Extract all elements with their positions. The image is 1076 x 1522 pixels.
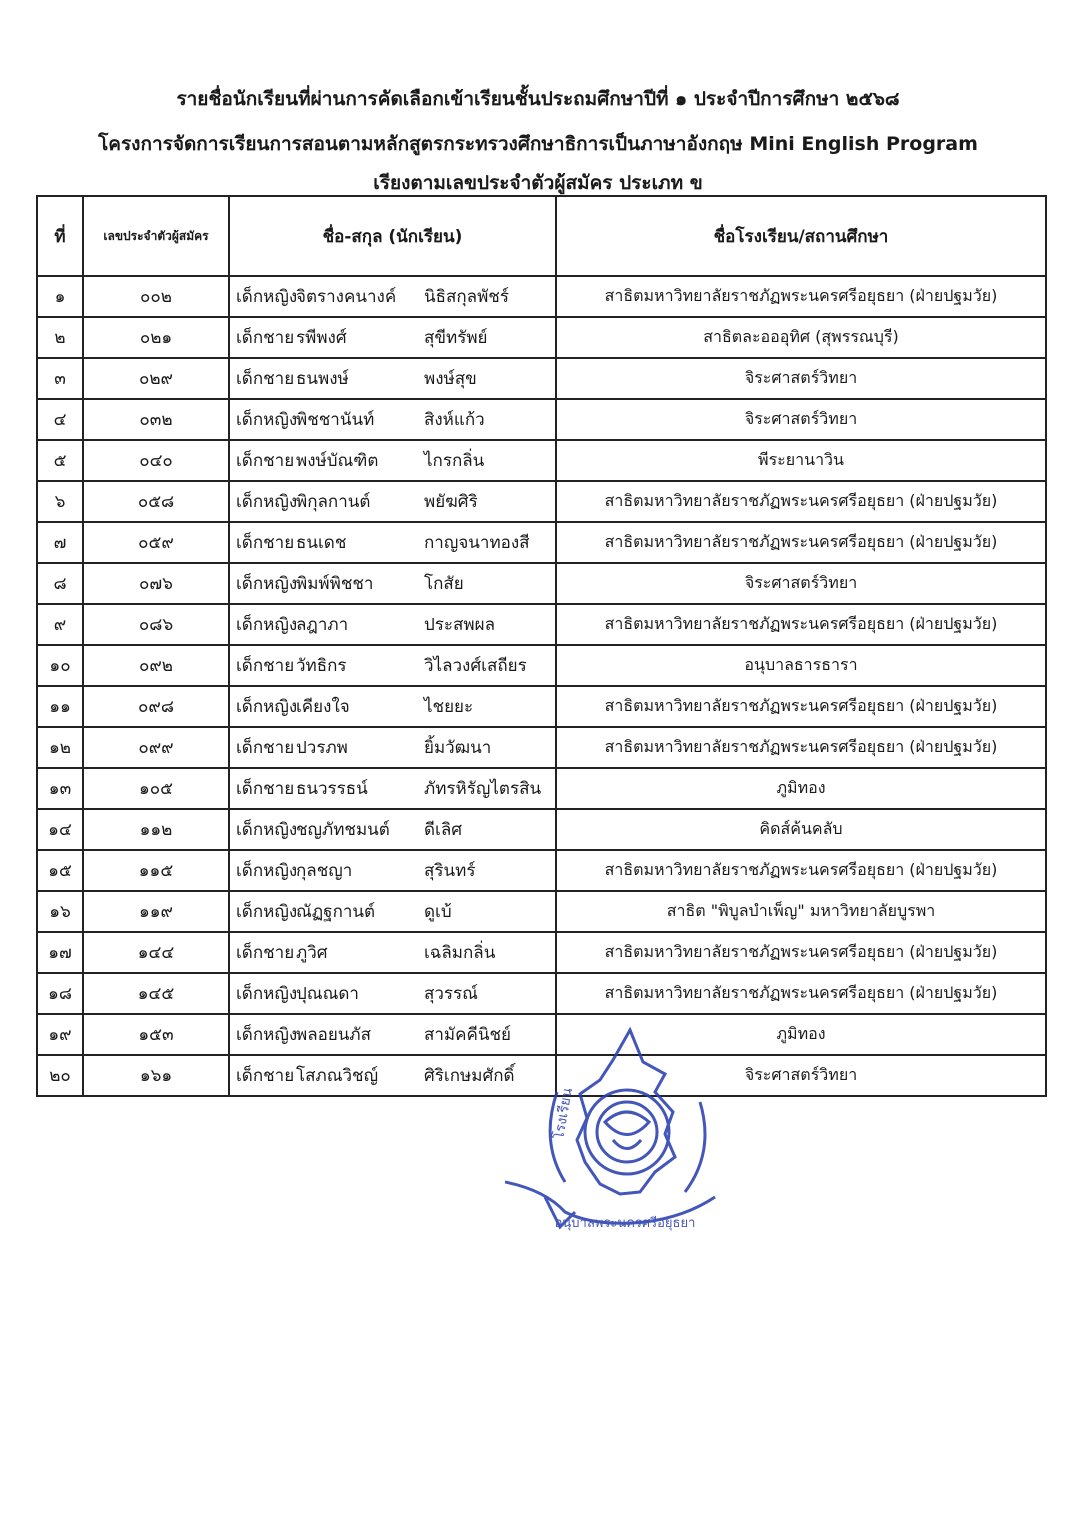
- student-name: [229, 645, 556, 686]
- table-body: [37, 276, 1046, 1096]
- row-number: ๑๑: [37, 686, 83, 727]
- row-number: ๓: [37, 358, 83, 399]
- svg-text:อนุบาลพระนครศรีอยุธยา: อนุบาลพระนครศรีอยุธยา: [554, 1216, 696, 1231]
- table-row: [37, 809, 1046, 850]
- name-prefix: เด็กชาย: [236, 738, 295, 758]
- student-name: [229, 563, 556, 604]
- first-name: ปุณณดา: [296, 984, 359, 1004]
- row-number: ๖: [37, 481, 83, 522]
- row-number: ๙: [37, 604, 83, 645]
- table-row: [37, 932, 1046, 973]
- school-name: อนุบาลธารธารา: [556, 645, 1046, 686]
- student-name: [229, 358, 556, 399]
- applicant-id: ๑๐๕: [83, 768, 229, 809]
- row-number: ๘: [37, 563, 83, 604]
- applicant-id: ๑๔๕: [83, 973, 229, 1014]
- name-prefix: เด็กหญิง: [236, 984, 298, 1004]
- last-name: ไชยยะ: [424, 697, 474, 717]
- first-name: ลฎาภา: [296, 615, 349, 635]
- first-name: พิมพ์พิชชา: [296, 574, 374, 594]
- student-name: [229, 317, 556, 358]
- school-name: สาธิตมหาวิทยาลัยราชภัฏพระนครศรีอยุธยา (ฝ่ายปฐมวัย): [556, 850, 1046, 891]
- applicant-id: ๑๑๕: [83, 850, 229, 891]
- svg-text:โรงเรียน: โรงเรียน: [551, 1086, 576, 1141]
- applicant-id: ๐๔๐: [83, 440, 229, 481]
- student-name: [229, 522, 556, 563]
- table-row: [37, 768, 1046, 809]
- student-name: [229, 850, 556, 891]
- last-name: เฉลิมกลิ่น: [424, 943, 496, 963]
- row-number: ๑๔: [37, 809, 83, 850]
- student-name: [229, 399, 556, 440]
- name-prefix: เด็กหญิง: [236, 492, 298, 512]
- school-name: สาธิตมหาวิทยาลัยราชภัฏพระนครศรีอยุธยา (ฝ่ายปฐมวัย): [556, 727, 1046, 768]
- school-name: พีระยานาวิน: [556, 440, 1046, 481]
- name-prefix: เด็กหญิง: [236, 861, 298, 881]
- school-name: สาธิตมหาวิทยาลัยราชภัฏพระนครศรีอยุธยา (ฝ่ายปฐมวัย): [556, 932, 1046, 973]
- table-row: [37, 522, 1046, 563]
- first-name: ณัฏฐกานต์: [296, 902, 376, 922]
- school-name: จิระศาสตร์วิทยา: [556, 399, 1046, 440]
- applicant-id: ๐๐๒: [83, 276, 229, 317]
- first-name: ธนวรรธน์: [296, 779, 368, 799]
- document-title: รายชื่อนักเรียนที่ผ่านการคัดเลือกเข้าเรียนชั้นประถมศึกษาปีที่ ๑ ประจำปีการศึกษา ๒๕๖๘: [176, 88, 900, 110]
- first-name: ปวรภพ: [296, 738, 348, 758]
- applicant-id: ๑๑๒: [83, 809, 229, 850]
- school-name: สาธิตมหาวิทยาลัยราชภัฏพระนครศรีอยุธยา (ฝ่ายปฐมวัย): [556, 276, 1046, 317]
- applicant-id: ๐๘๖: [83, 604, 229, 645]
- name-prefix: เด็กชาย: [236, 1066, 295, 1086]
- row-number: ๑: [37, 276, 83, 317]
- last-name: สุรินทร์: [424, 861, 476, 881]
- name-prefix: เด็กชาย: [236, 328, 295, 348]
- first-name: พงษ์บัณฑิต: [296, 451, 379, 471]
- school-name: สาธิตมหาวิทยาลัยราชภัฏพระนครศรีอยุธยา (ฝ่ายปฐมวัย): [556, 686, 1046, 727]
- name-prefix: เด็กชาย: [236, 369, 295, 389]
- school-name: สาธิตมหาวิทยาลัยราชภัฏพระนครศรีอยุธยา (ฝ่ายปฐมวัย): [556, 604, 1046, 645]
- applicant-id: ๑๕๓: [83, 1014, 229, 1055]
- school-seal-icon: [505, 1022, 745, 1237]
- last-name: ภัทรหิรัญไตรสิน: [424, 779, 542, 799]
- table-row: [37, 727, 1046, 768]
- row-number: ๑๐: [37, 645, 83, 686]
- name-prefix: เด็กชาย: [236, 451, 295, 471]
- row-number: ๑๗: [37, 932, 83, 973]
- applicant-id: ๐๕๙: [83, 522, 229, 563]
- table-row: [37, 850, 1046, 891]
- applicant-id: ๐๙๙: [83, 727, 229, 768]
- table-row: [37, 276, 1046, 317]
- last-name: นิธิสกุลพัชร์: [424, 287, 509, 307]
- table-row: [37, 645, 1046, 686]
- table-header-row: [37, 196, 1046, 276]
- student-name: [229, 768, 556, 809]
- student-name: [229, 809, 556, 850]
- row-number: ๑๓: [37, 768, 83, 809]
- first-name: รพีพงศ์: [296, 328, 347, 348]
- school-name: ภูมิทอง: [556, 768, 1046, 809]
- applicant-id: ๑๔๔: [83, 932, 229, 973]
- name-prefix: เด็กชาย: [236, 533, 295, 553]
- row-number: ๑๘: [37, 973, 83, 1014]
- school-name: สาธิต "พิบูลบำเพ็ญ" มหาวิทยาลัยบูรพา: [556, 891, 1046, 932]
- table-row: [37, 358, 1046, 399]
- applicant-id: ๐๒๑: [83, 317, 229, 358]
- first-name: ชญภัทชมนต์: [296, 820, 390, 840]
- school-name: จิระศาสตร์วิทยา: [556, 358, 1046, 399]
- student-name: [229, 686, 556, 727]
- last-name: สุวรรณ์: [424, 984, 478, 1004]
- school-name: สาธิตละอออุทิศ (สุพรรณบุรี): [556, 317, 1046, 358]
- row-number: ๒: [37, 317, 83, 358]
- first-name: จิตรางคนางค์: [296, 287, 397, 307]
- school-name: สาธิตมหาวิทยาลัยราชภัฏพระนครศรีอยุธยา (ฝ่ายปฐมวัย): [556, 973, 1046, 1014]
- row-number: ๒๐: [37, 1055, 83, 1096]
- last-name: ดีเลิศ: [424, 820, 463, 840]
- name-prefix: เด็กหญิง: [236, 574, 298, 594]
- student-name: [229, 727, 556, 768]
- applicant-id: ๐๕๘: [83, 481, 229, 522]
- last-name: วิไลวงศ์เสถียร: [424, 656, 527, 676]
- sort-note: เรียงตามเลขประจำตัวผู้สมัคร ประเภท ข: [373, 172, 703, 194]
- school-name: สาธิตมหาวิทยาลัยราชภัฏพระนครศรีอยุธยา (ฝ่ายปฐมวัย): [556, 481, 1046, 522]
- school-name: ภูมิทอง: [556, 1014, 1046, 1055]
- applicant-id: ๐๓๒: [83, 399, 229, 440]
- last-name: พยัฆศิริ: [424, 492, 478, 512]
- last-name: ไกรกลิ่น: [424, 451, 485, 471]
- applicant-id: ๐๙๒: [83, 645, 229, 686]
- student-name: [229, 440, 556, 481]
- applicant-id: ๐๗๖: [83, 563, 229, 604]
- first-name: พลอยนภัส: [296, 1025, 371, 1045]
- first-name: เคียงใจ: [296, 697, 350, 717]
- row-number: ๑๕: [37, 850, 83, 891]
- last-name: กาญจนาทองสี: [424, 533, 530, 553]
- table-row: [37, 563, 1046, 604]
- column-header-applicant-id: เลขประจำตัวผู้สมัคร: [83, 196, 229, 276]
- name-prefix: เด็กหญิง: [236, 287, 298, 307]
- table-row: [37, 891, 1046, 932]
- row-number: ๔: [37, 399, 83, 440]
- school-name: คิดส์ค้นคลับ: [556, 809, 1046, 850]
- column-header-school: ชื่อโรงเรียน/สถานศึกษา: [556, 196, 1046, 276]
- row-number: ๑๙: [37, 1014, 83, 1055]
- last-name: พงษ์สุข: [424, 369, 477, 389]
- school-name: จิระศาสตร์วิทยา: [556, 1055, 1046, 1096]
- first-name: ธนเดช: [296, 533, 347, 553]
- table-row: [37, 686, 1046, 727]
- first-name: วัทธิกร: [296, 656, 347, 676]
- first-name: กุลชญา: [296, 861, 353, 881]
- last-name: สิงห์แก้ว: [424, 410, 485, 430]
- name-prefix: เด็กหญิง: [236, 1025, 298, 1045]
- last-name: สามัคคีนิชย์: [424, 1025, 511, 1045]
- row-number: ๗: [37, 522, 83, 563]
- table-row: [37, 399, 1046, 440]
- applicant-id: ๐๒๙: [83, 358, 229, 399]
- first-name: พิชชานันท์: [296, 410, 375, 430]
- name-prefix: เด็กหญิง: [236, 410, 298, 430]
- row-number: ๑๖: [37, 891, 83, 932]
- student-name: [229, 481, 556, 522]
- student-name: [229, 973, 556, 1014]
- last-name: โกสัย: [424, 574, 464, 594]
- program-subtitle: โครงการจัดการเรียนการสอนตามหลักสูตรกระทรวงศึกษาธิการเป็นภาษาอังกฤษ Mini English Program: [98, 133, 978, 155]
- student-name: [229, 891, 556, 932]
- applicant-id: ๐๙๘: [83, 686, 229, 727]
- name-prefix: เด็กชาย: [236, 943, 295, 963]
- student-name: [229, 276, 556, 317]
- student-name: [229, 604, 556, 645]
- first-name: พิกุลกานต์: [296, 492, 371, 512]
- last-name: ดูเบ้: [424, 902, 452, 922]
- last-name: ประสพผล: [424, 615, 496, 635]
- name-prefix: เด็กหญิง: [236, 820, 298, 840]
- student-table: [36, 195, 1047, 1097]
- name-prefix: เด็กชาย: [236, 656, 295, 676]
- first-name: โสภณวิชญ์: [296, 1066, 379, 1086]
- school-name: สาธิตมหาวิทยาลัยราชภัฏพระนครศรีอยุธยา (ฝ่ายปฐมวัย): [556, 522, 1046, 563]
- school-name: จิระศาสตร์วิทยา: [556, 563, 1046, 604]
- first-name: ภูวิศ: [296, 943, 328, 963]
- last-name: ยิ้มวัฒนา: [424, 738, 492, 758]
- table-row: [37, 604, 1046, 645]
- column-header-student-name: ชื่อ-สกุล (นักเรียน): [229, 196, 556, 276]
- column-header-no: ที่: [37, 196, 83, 276]
- table-row: [37, 440, 1046, 481]
- name-prefix: เด็กหญิง: [236, 902, 298, 922]
- name-prefix: เด็กชาย: [236, 779, 295, 799]
- student-name: [229, 932, 556, 973]
- last-name: ศิริเกษมศักดิ์: [424, 1066, 515, 1086]
- applicant-id: ๑๑๙: [83, 891, 229, 932]
- table-row: [37, 973, 1046, 1014]
- row-number: ๕: [37, 440, 83, 481]
- name-prefix: เด็กหญิง: [236, 615, 298, 635]
- row-number: ๑๒: [37, 727, 83, 768]
- first-name: ธนพงษ์: [296, 369, 349, 389]
- table-row: [37, 317, 1046, 358]
- applicant-id: ๑๖๑: [83, 1055, 229, 1096]
- last-name: สุขีทรัพย์: [424, 328, 488, 348]
- name-prefix: เด็กหญิง: [236, 697, 298, 717]
- table-row: [37, 481, 1046, 522]
